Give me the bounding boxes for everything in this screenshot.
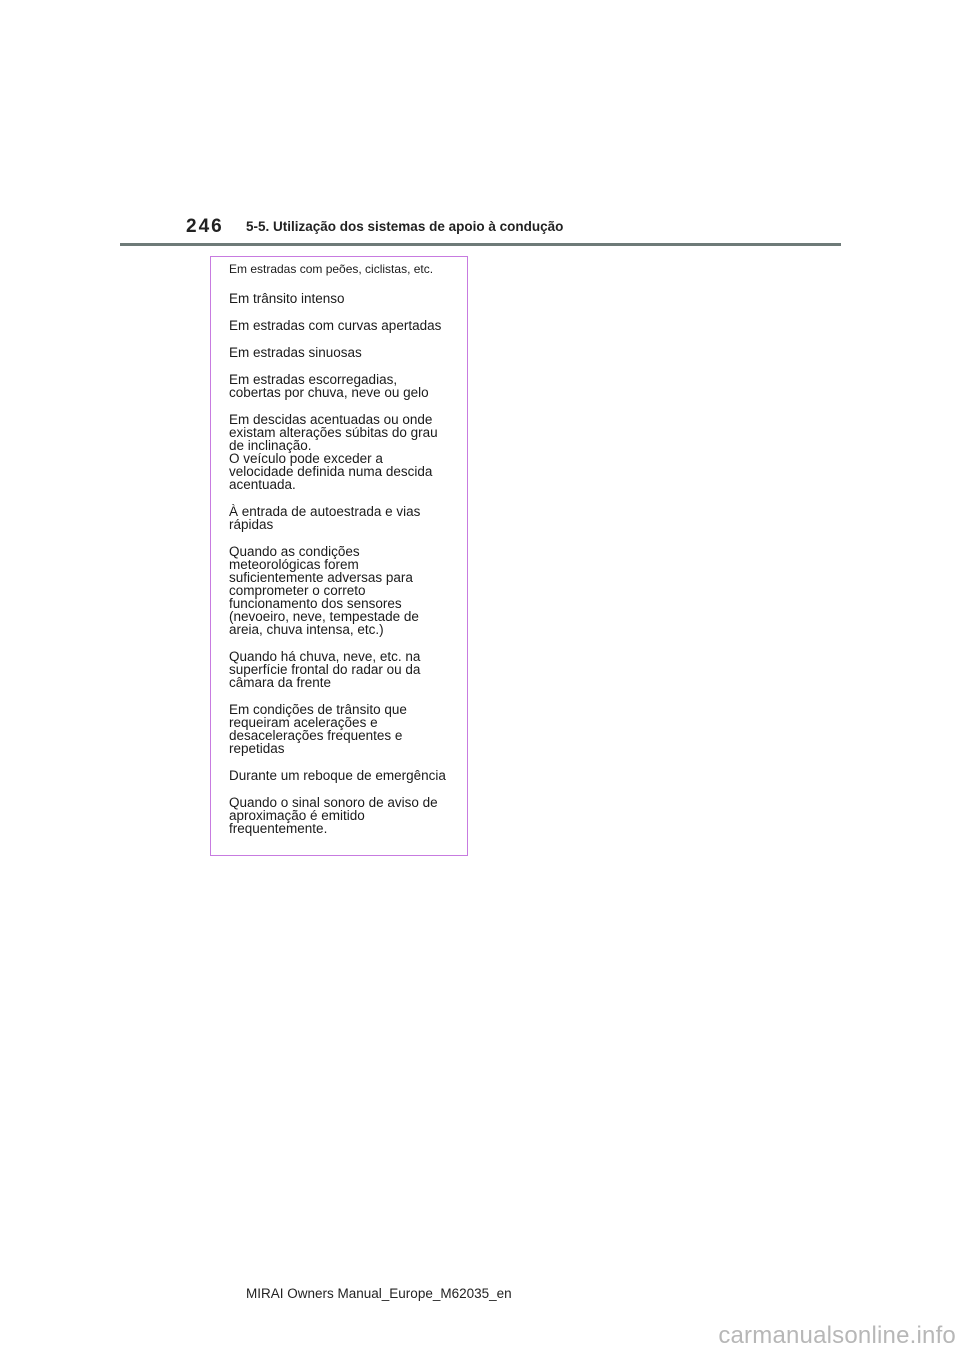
section-title: 5-5. Utilização dos sistemas de apoio à condução (246, 219, 564, 234)
caution-item: Em descidas acentuadas ou onde existam alterações súbitas do grau de inclinação. O veículo pode exceder a velocidade definida numa descida acentuada. (229, 412, 438, 492)
caution-item: Em trânsito intenso (229, 291, 345, 306)
caution-box (210, 256, 468, 856)
caution-list (229, 263, 461, 835)
caution-item: Quando o sinal sonoro de aviso de aproximação é emitido frequentemente. (229, 795, 438, 836)
caution-item: Em condições de trânsito que requeiram acelerações e desacelerações frequentes e repetidas (229, 702, 407, 756)
caution-item: Durante um reboque de emergência (229, 768, 446, 783)
page-number: 246 (186, 216, 224, 237)
header-rule (120, 243, 841, 246)
caution-item: Em estradas com peões, ciclistas, etc. (229, 262, 434, 276)
caution-item: Em estradas escorregadias, cobertas por chuva, neve ou gelo (229, 372, 429, 400)
watermark-link[interactable]: carmanualsonline.info (718, 1322, 956, 1349)
caution-item: À entrada de autoestrada e vias rápidas (229, 504, 421, 532)
footer-manual-id: MIRAI Owners Manual_Europe_M62035_en (246, 1286, 512, 1301)
caution-item: Em estradas sinuosas (229, 345, 362, 360)
caution-item: Em estradas com curvas apertadas (229, 318, 442, 333)
caution-item: Quando as condições meteorológicas forem suficientemente adversas para comprometer o correto funcionamento dos sensores (nevoeiro, neve, tempestade de areia, chuva intensa, etc.) (229, 544, 419, 637)
caution-item: Quando há chuva, neve, etc. na superfície frontal do radar ou da câmara da frente (229, 649, 421, 690)
